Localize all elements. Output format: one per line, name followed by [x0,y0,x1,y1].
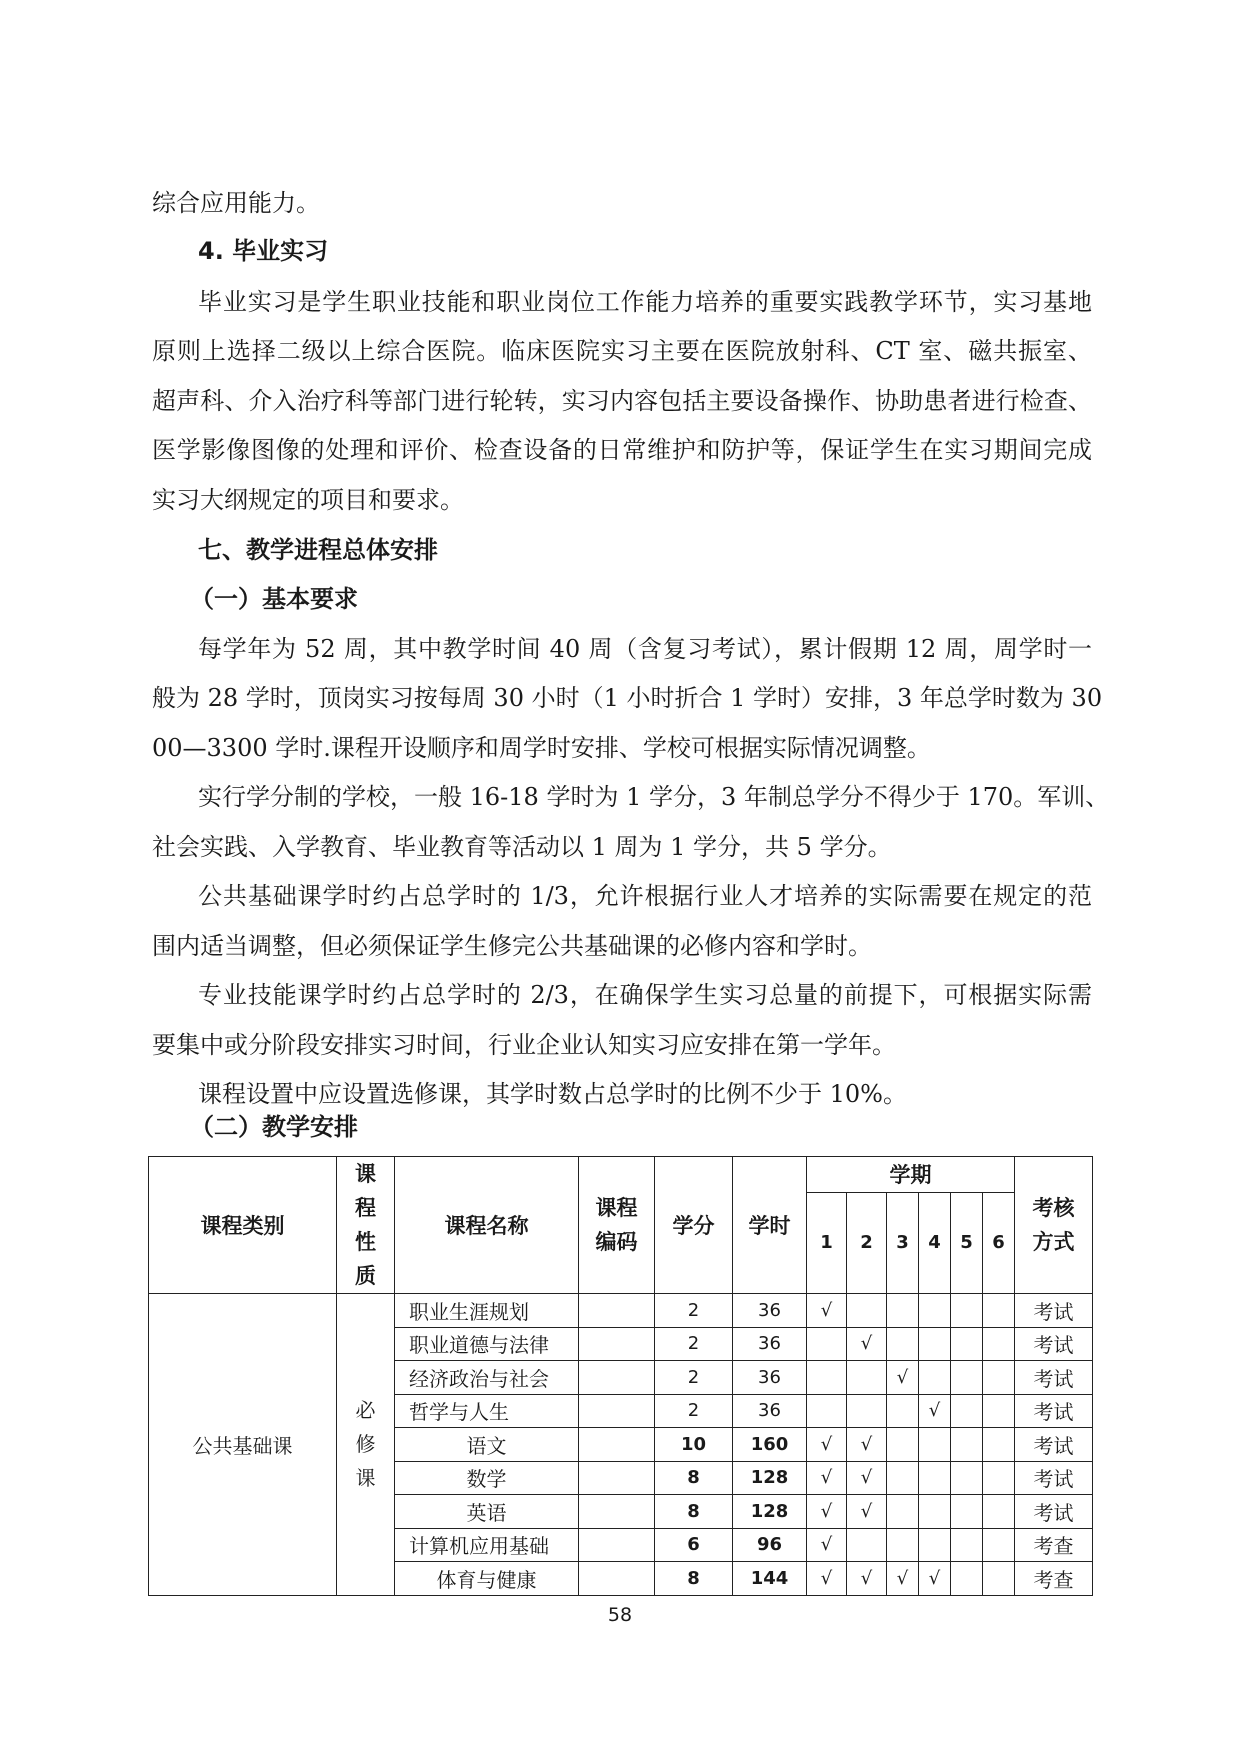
course-name-cell: 经济政治与社会 [395,1361,579,1395]
semester-2-cell: √ [847,1562,887,1596]
course-name-cell: 职业道德与法律 [395,1327,579,1361]
paragraph-line: 般为 28 学时，顶岗实习按每周 30 小时（1 小时折合 1 学时）安排，3 年总学时数为 30 [152,684,1103,712]
exam-method-cell: 考查 [1015,1562,1093,1596]
hours-cell: 36 [733,1327,807,1361]
paragraph-line: 实行学分制的学校，一般 16-18 学时为 1 学分，3 年制总学分不得少于 170。军训、 [198,783,1110,811]
semester-1-cell: √ [807,1562,847,1596]
section-heading: 4. 毕业实习 [198,237,329,265]
semester-4-cell [919,1528,951,1562]
table-body [149,1294,1093,1596]
course-code-cell [579,1528,655,1562]
semester-1-cell [807,1361,847,1395]
semester-6-cell [983,1461,1015,1495]
header-exam-method: 考核 方式 [1015,1157,1093,1294]
section-heading: 七、教学进程总体安排 [198,536,438,564]
course-code-cell [579,1495,655,1529]
semester-4-cell [919,1495,951,1529]
course-name-cell: 职业生涯规划 [395,1294,579,1328]
paragraph-line: 要集中或分阶段安排实习时间，行业企业认知实习应安排在第一学年。 [152,1031,896,1059]
course-name-cell: 哲学与人生 [395,1394,579,1428]
paragraph-line: 专业技能课学时约占总学时的 2/3，在确保学生实习总量的前提下，可根据实际需 [198,981,1092,1009]
subsection-heading: （二）教学安排 [190,1113,358,1141]
paragraph-line: 围内适当调整，但必须保证学生修完公共基础课的必修内容和学时。 [152,932,872,960]
semester-5-cell [951,1428,983,1462]
semester-3-cell [887,1294,919,1328]
semester-3-cell [887,1528,919,1562]
hours-cell: 36 [733,1361,807,1395]
semester-1-cell [807,1327,847,1361]
header-nature: 课 程 性 质 [337,1157,395,1294]
header-category: 课程类别 [149,1157,337,1294]
teaching-schedule-table [148,1156,1093,1596]
semester-6-cell [983,1428,1015,1462]
subsection-heading: （一）基本要求 [190,585,358,613]
header-semester-5: 5 [951,1192,983,1293]
paragraph-line: 毕业实习是学生职业技能和职业岗位工作能力培养的重要实践教学环节，实习基地 [198,288,1092,316]
credits-cell: 6 [655,1528,733,1562]
semester-5-cell [951,1528,983,1562]
credits-cell: 8 [655,1495,733,1529]
course-code-cell [579,1394,655,1428]
semester-5-cell [951,1361,983,1395]
semester-4-cell [919,1428,951,1462]
exam-method-cell: 考试 [1015,1461,1093,1495]
header-semester-6: 6 [983,1192,1015,1293]
header-semester-4: 4 [919,1192,951,1293]
page-number: 58 [607,1604,633,1626]
semester-2-cell [847,1361,887,1395]
semester-4-cell [919,1327,951,1361]
semester-6-cell [983,1528,1015,1562]
semester-5-cell [951,1327,983,1361]
semester-5-cell [951,1461,983,1495]
credits-cell: 8 [655,1461,733,1495]
semester-3-cell [887,1461,919,1495]
semester-1-cell: √ [807,1461,847,1495]
exam-method-cell: 考试 [1015,1495,1093,1529]
semester-3-cell [887,1327,919,1361]
semester-5-cell [951,1495,983,1529]
semester-2-cell: √ [847,1495,887,1529]
exam-method-cell: 考试 [1015,1428,1093,1462]
semester-1-cell: √ [807,1528,847,1562]
semester-6-cell [983,1327,1015,1361]
hours-cell: 36 [733,1294,807,1328]
credits-cell: 2 [655,1361,733,1395]
header-semester: 学期 [807,1157,1015,1193]
exam-method-cell: 考试 [1015,1327,1093,1361]
semester-5-cell [951,1562,983,1596]
semester-6-cell [983,1394,1015,1428]
semester-2-cell [847,1394,887,1428]
credits-cell: 10 [655,1428,733,1462]
paragraph-line: 综合应用能力。 [152,189,320,217]
course-category-cell: 公共基础课 [149,1294,337,1596]
paragraph-line: 00—3300 学时.课程开设顺序和周学时安排、学校可根据实际情况调整。 [152,734,931,762]
semester-2-cell [847,1294,887,1328]
hours-cell: 160 [733,1428,807,1462]
course-code-cell [579,1327,655,1361]
paragraph-line: 每学年为 52 周，其中教学时间 40 周（含复习考试），累计假期 12 周，周学时一 [198,635,1092,663]
credits-cell: 2 [655,1327,733,1361]
paragraph-line: 课程设置中应设置选修课，其学时数占总学时的比例不少于 10%。 [198,1080,907,1108]
semester-6-cell [983,1562,1015,1596]
course-nature-cell: 必 修 课 [337,1294,395,1596]
semester-4-cell: √ [919,1394,951,1428]
semester-6-cell [983,1495,1015,1529]
course-code-cell [579,1562,655,1596]
semester-1-cell: √ [807,1294,847,1328]
header-course-code: 课程 编码 [579,1157,655,1294]
header-semester-3: 3 [887,1192,919,1293]
credits-cell: 2 [655,1294,733,1328]
semester-4-cell [919,1294,951,1328]
semester-5-cell [951,1294,983,1328]
semester-3-cell [887,1428,919,1462]
semester-6-cell [983,1294,1015,1328]
header-course-name: 课程名称 [395,1157,579,1294]
semester-3-cell: √ [887,1361,919,1395]
credits-cell: 2 [655,1394,733,1428]
semester-3-cell [887,1495,919,1529]
header-semester-1: 1 [807,1192,847,1293]
course-code-cell [579,1294,655,1328]
header-semester-2: 2 [847,1192,887,1293]
course-name-cell: 数学 [395,1461,579,1495]
paragraph-line: 社会实践、入学教育、毕业教育等活动以 1 周为 1 学分，共 5 学分。 [152,833,892,861]
semester-1-cell: √ [807,1495,847,1529]
semester-6-cell [983,1361,1015,1395]
paragraph-line: 医学影像图像的处理和评价、检查设备的日常维护和防护等，保证学生在实习期间完成 [152,436,1092,464]
paragraph-line: 实习大纲规定的项目和要求。 [152,486,464,514]
semester-1-cell: √ [807,1428,847,1462]
semester-5-cell [951,1394,983,1428]
course-code-cell [579,1428,655,1462]
paragraph-line: 超声科、介入治疗科等部门进行轮转，实习内容包括主要设备操作、协助患者进行检查、 [152,387,1092,415]
semester-2-cell: √ [847,1461,887,1495]
course-name-cell: 体育与健康 [395,1562,579,1596]
semester-1-cell [807,1394,847,1428]
header-credits: 学分 [655,1157,733,1294]
semester-4-cell [919,1361,951,1395]
exam-method-cell: 考试 [1015,1361,1093,1395]
hours-cell: 144 [733,1562,807,1596]
semester-2-cell: √ [847,1327,887,1361]
semester-2-cell: √ [847,1428,887,1462]
credits-cell: 8 [655,1562,733,1596]
header-hours: 学时 [733,1157,807,1294]
course-code-cell [579,1461,655,1495]
semester-3-cell [887,1394,919,1428]
exam-method-cell: 考试 [1015,1294,1093,1328]
paragraph-line: 原则上选择二级以上综合医院。临床医院实习主要在医院放射科、CT 室、磁共振室、 [152,337,1092,365]
exam-method-cell: 考试 [1015,1394,1093,1428]
exam-method-cell: 考查 [1015,1528,1093,1562]
hours-cell: 128 [733,1461,807,1495]
table-row [149,1294,1093,1328]
course-code-cell [579,1361,655,1395]
semester-3-cell: √ [887,1562,919,1596]
semester-4-cell [919,1461,951,1495]
semester-2-cell [847,1528,887,1562]
paragraph-line: 公共基础课学时约占总学时的 1/3，允许根据行业人才培养的实际需要在规定的范 [198,882,1092,910]
course-name-cell: 英语 [395,1495,579,1529]
course-name-cell: 语文 [395,1428,579,1462]
semester-4-cell: √ [919,1562,951,1596]
hours-cell: 96 [733,1528,807,1562]
course-name-cell: 计算机应用基础 [395,1528,579,1562]
hours-cell: 36 [733,1394,807,1428]
hours-cell: 128 [733,1495,807,1529]
